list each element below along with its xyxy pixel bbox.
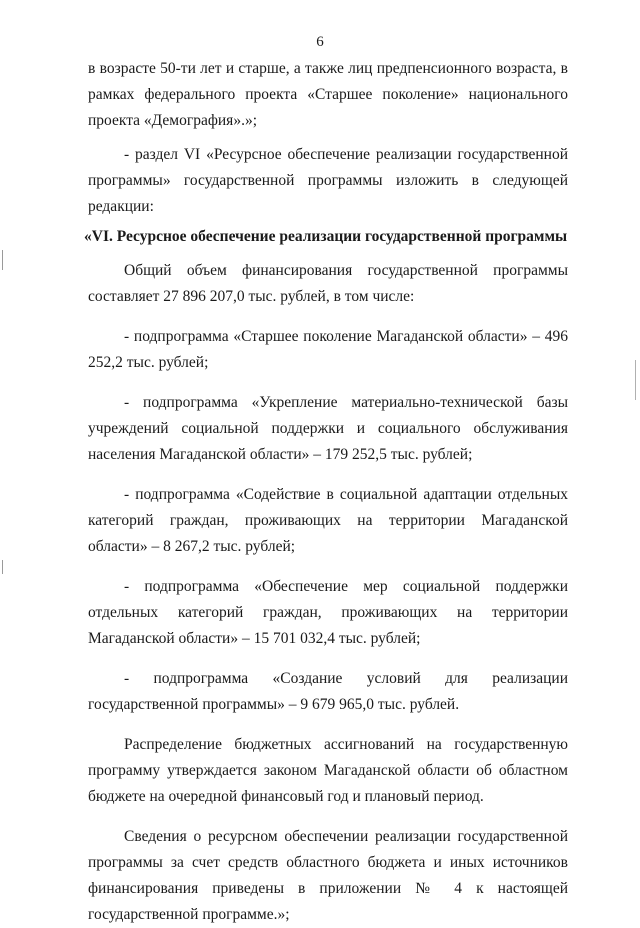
list-item-subprogram-infrastructure: - подпрограмма «Укрепление материально-технической базы учреждений социальной поддержки и социального обслуживания населения Магаданской области» – 179 252,5 тыс. рублей;	[88, 394, 568, 463]
paragraph-continuation: в возрасте 50-ти лет и старше, а также лиц предпенсионного возраста, в рамках федерального проекта «Старшее поколение» национального проекта «Демография».»;	[88, 60, 568, 129]
scan-artifact	[2, 250, 3, 270]
section-heading: «VI. Ресурсное обеспечение реализации государственной программы	[84, 228, 568, 245]
list-item-subprogram-social-adaptation: - подпрограмма «Содействие в социальной адаптации отдельных категорий граждан, проживающих на территории Магаданской области» – 8 267,2 тыс. рублей;	[88, 486, 568, 555]
list-item-subprogram-conditions: - подпрограмма «Создание условий для реализации государственной программы» – 9 679 965,0 тыс. рублей.	[88, 670, 568, 713]
paragraph-resource-info: Сведения о ресурсном обеспечении реализации государственной программы за счет средств областного бюджета и иных источников финансирования приведены в приложении № 4 к настоящей государственной программе.»;	[88, 828, 568, 923]
scan-artifact	[2, 560, 3, 574]
paragraph-section-instruction: - раздел VI «Ресурсное обеспечение реализации государственной программы» государственной программы изложить в следующей редакции:	[88, 146, 568, 215]
document-body	[84, 56, 568, 928]
paragraph-total-financing: Общий объем финансирования государственной программы составляет 27 896 207,0 тыс. рублей, в том числе:	[88, 262, 568, 305]
scan-artifact	[635, 360, 636, 400]
page-number: 6	[316, 34, 324, 50]
list-item-subprogram-social-support: - подпрограмма «Обеспечение мер социальной поддержки отдельных категорий граждан, проживающих на территории Магаданской области» – 15 701 032,4 тыс. рублей;	[88, 578, 568, 647]
list-item-subprogram-older-generation: - подпрограмма «Старшее поколение Магаданской области» – 496 252,2 тыс. рублей;	[88, 328, 568, 371]
paragraph-budget-distribution: Распределение бюджетных ассигнований на государственную программу утверждается законом Магаданской области об областном бюджете на очередной финансовый год и плановый период.	[88, 736, 568, 805]
